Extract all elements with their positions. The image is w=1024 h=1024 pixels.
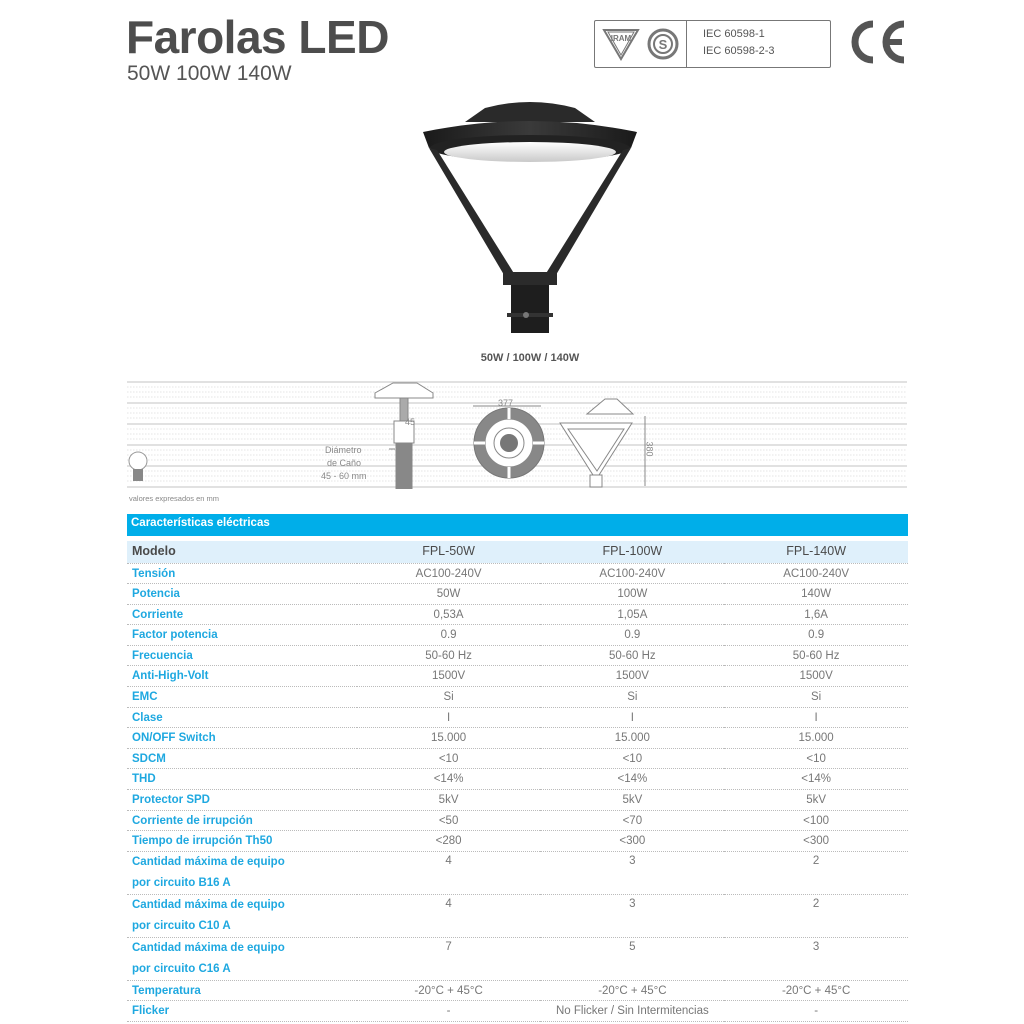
row-value: 4 <box>357 851 541 894</box>
row-label: Corriente <box>127 604 357 625</box>
row-label: Clase <box>127 707 357 728</box>
iram-logo-icon <box>602 27 640 61</box>
ce-mark-icon <box>846 18 908 66</box>
row-value: <100 <box>724 810 908 831</box>
row-value: 5kV <box>357 790 541 811</box>
row-label: Factor potencia <box>127 625 357 646</box>
row-value: <300 <box>540 831 724 852</box>
row-value: AC100-240V <box>540 563 724 584</box>
row-value: - <box>357 1001 541 1022</box>
row-value: 5kV <box>540 790 724 811</box>
row-label: Tensión <box>127 563 357 584</box>
svg-text:S: S <box>658 37 668 52</box>
row-value: <14% <box>724 769 908 790</box>
row-value: 5kV <box>724 790 908 811</box>
row-value: <300 <box>724 831 908 852</box>
dim-pole-diameter-2: de Caño <box>327 458 362 468</box>
row-value: 2 <box>724 894 908 937</box>
table-row <box>127 980 908 1001</box>
table-row <box>127 584 908 605</box>
table-row <box>127 769 908 790</box>
row-value: 1,05A <box>540 604 724 625</box>
row-value: 1500V <box>724 666 908 687</box>
row-value: 0.9 <box>724 625 908 646</box>
row-value: 0.9 <box>540 625 724 646</box>
table-row <box>127 687 908 708</box>
row-value: <10 <box>540 748 724 769</box>
table-row <box>127 810 908 831</box>
header-label: Modelo <box>127 541 357 563</box>
row-value: 15.000 <box>357 728 541 749</box>
row-value: <10 <box>357 748 541 769</box>
row-label-line2: por circuito C10 A <box>132 919 231 932</box>
row-value: 15.000 <box>540 728 724 749</box>
row-value: Si <box>540 687 724 708</box>
table-row <box>127 666 908 687</box>
row-value: 1,6A <box>724 604 908 625</box>
page-title: Farolas LED <box>126 11 389 63</box>
row-value: 0.9 <box>357 625 541 646</box>
row-value: 4 <box>357 894 541 937</box>
row-value: 1500V <box>540 666 724 687</box>
standard-item: IEC 60598-2-3 <box>703 45 775 57</box>
row-label <box>127 894 357 937</box>
row-label: ON/OFF Switch <box>127 728 357 749</box>
row-value: 15.000 <box>724 728 908 749</box>
row-label <box>127 851 357 894</box>
table-row <box>127 707 908 728</box>
dimension-drawing-graphic <box>127 381 907 489</box>
row-label: THD <box>127 769 357 790</box>
dim-height: 380 <box>644 441 655 457</box>
row-value: <280 <box>357 831 541 852</box>
specs-table <box>127 541 908 1022</box>
svg-text:IRAM: IRAM <box>611 34 632 43</box>
row-value: 100W <box>540 584 724 605</box>
row-label: Flicker <box>127 1001 357 1022</box>
row-value: 50-60 Hz <box>357 645 541 666</box>
row-value: -20°C + 45°C <box>540 980 724 1001</box>
s-mark-icon <box>647 28 679 60</box>
row-label: SDCM <box>127 748 357 769</box>
row-label-line2: por circuito C16 A <box>132 962 231 975</box>
row-value: 3 <box>540 851 724 894</box>
row-value: 1500V <box>357 666 541 687</box>
row-value: AC100-240V <box>357 563 541 584</box>
standard-item: IEC 60598-1 <box>703 28 765 40</box>
row-value: -20°C + 45°C <box>357 980 541 1001</box>
row-value: AC100-240V <box>724 563 908 584</box>
dimensions-note: valores expresados en mm <box>129 494 220 503</box>
row-value: - <box>724 1001 908 1022</box>
product-caption: 50W / 100W / 140W <box>480 352 580 364</box>
row-value: 5 <box>540 937 724 980</box>
row-label: Frecuencia <box>127 645 357 666</box>
page-subtitle: 50W 100W 140W <box>127 62 292 85</box>
table-row <box>127 604 908 625</box>
row-value: 3 <box>540 894 724 937</box>
table-row <box>127 894 908 937</box>
row-value: <70 <box>540 810 724 831</box>
row-value: Si <box>357 687 541 708</box>
row-label <box>127 937 357 980</box>
row-value: 50-60 Hz <box>724 645 908 666</box>
row-label: Protector SPD <box>127 790 357 811</box>
row-value: 3 <box>724 937 908 980</box>
table-row <box>127 831 908 852</box>
dim-width: 377 <box>498 398 514 408</box>
bulb-icon <box>129 452 147 481</box>
row-value: 50-60 Hz <box>540 645 724 666</box>
row-label: EMC <box>127 687 357 708</box>
row-value: I <box>357 707 541 728</box>
row-label: Potencia <box>127 584 357 605</box>
street-lamp-image <box>415 100 645 335</box>
table-row <box>127 728 908 749</box>
header-model: FPL-140W <box>724 541 908 563</box>
dim-pole-diameter-1: Diámetro <box>325 445 362 455</box>
table-row <box>127 625 908 646</box>
row-label: Corriente de irrupción <box>127 810 357 831</box>
row-value: I <box>540 707 724 728</box>
row-value: <14% <box>540 769 724 790</box>
row-label-line1: Cantidad máxima de equipo <box>132 855 285 868</box>
table-row <box>127 851 908 894</box>
dimension-drawing <box>127 381 907 489</box>
row-value: No Flicker / Sin Intermitencias <box>540 1001 724 1022</box>
row-value: <10 <box>724 748 908 769</box>
row-value: 140W <box>724 584 908 605</box>
dim-pole-diameter-3: 45 - 60 mm <box>321 471 367 481</box>
table-row <box>127 563 908 584</box>
row-label: Anti-High-Volt <box>127 666 357 687</box>
row-label: Tiempo de irrupción Th50 <box>127 831 357 852</box>
row-value: 0,53A <box>357 604 541 625</box>
section-title-bar: Características eléctricas <box>127 514 908 536</box>
row-label-line1: Cantidad máxima de equipo <box>132 941 285 954</box>
table-row <box>127 790 908 811</box>
row-label: Temperatura <box>127 980 357 1001</box>
cert-logos <box>595 21 687 67</box>
row-label-line1: Cantidad máxima de equipo <box>132 898 285 911</box>
table-row <box>127 645 908 666</box>
dim-pole-length: 45 <box>405 417 416 427</box>
row-value: 7 <box>357 937 541 980</box>
standards-list <box>687 21 830 67</box>
row-value: I <box>724 707 908 728</box>
row-value: -20°C + 45°C <box>724 980 908 1001</box>
top-view <box>473 406 544 478</box>
row-value: 2 <box>724 851 908 894</box>
header-model: FPL-50W <box>357 541 541 563</box>
table-row <box>127 748 908 769</box>
row-value: 50W <box>357 584 541 605</box>
row-value: <14% <box>357 769 541 790</box>
table-header-row <box>127 541 908 563</box>
table-row <box>127 1001 908 1022</box>
row-label-line2: por circuito B16 A <box>132 876 231 889</box>
row-value: <50 <box>357 810 541 831</box>
certification-box <box>594 20 831 68</box>
table-row <box>127 937 908 980</box>
header-model: FPL-100W <box>540 541 724 563</box>
row-value: Si <box>724 687 908 708</box>
